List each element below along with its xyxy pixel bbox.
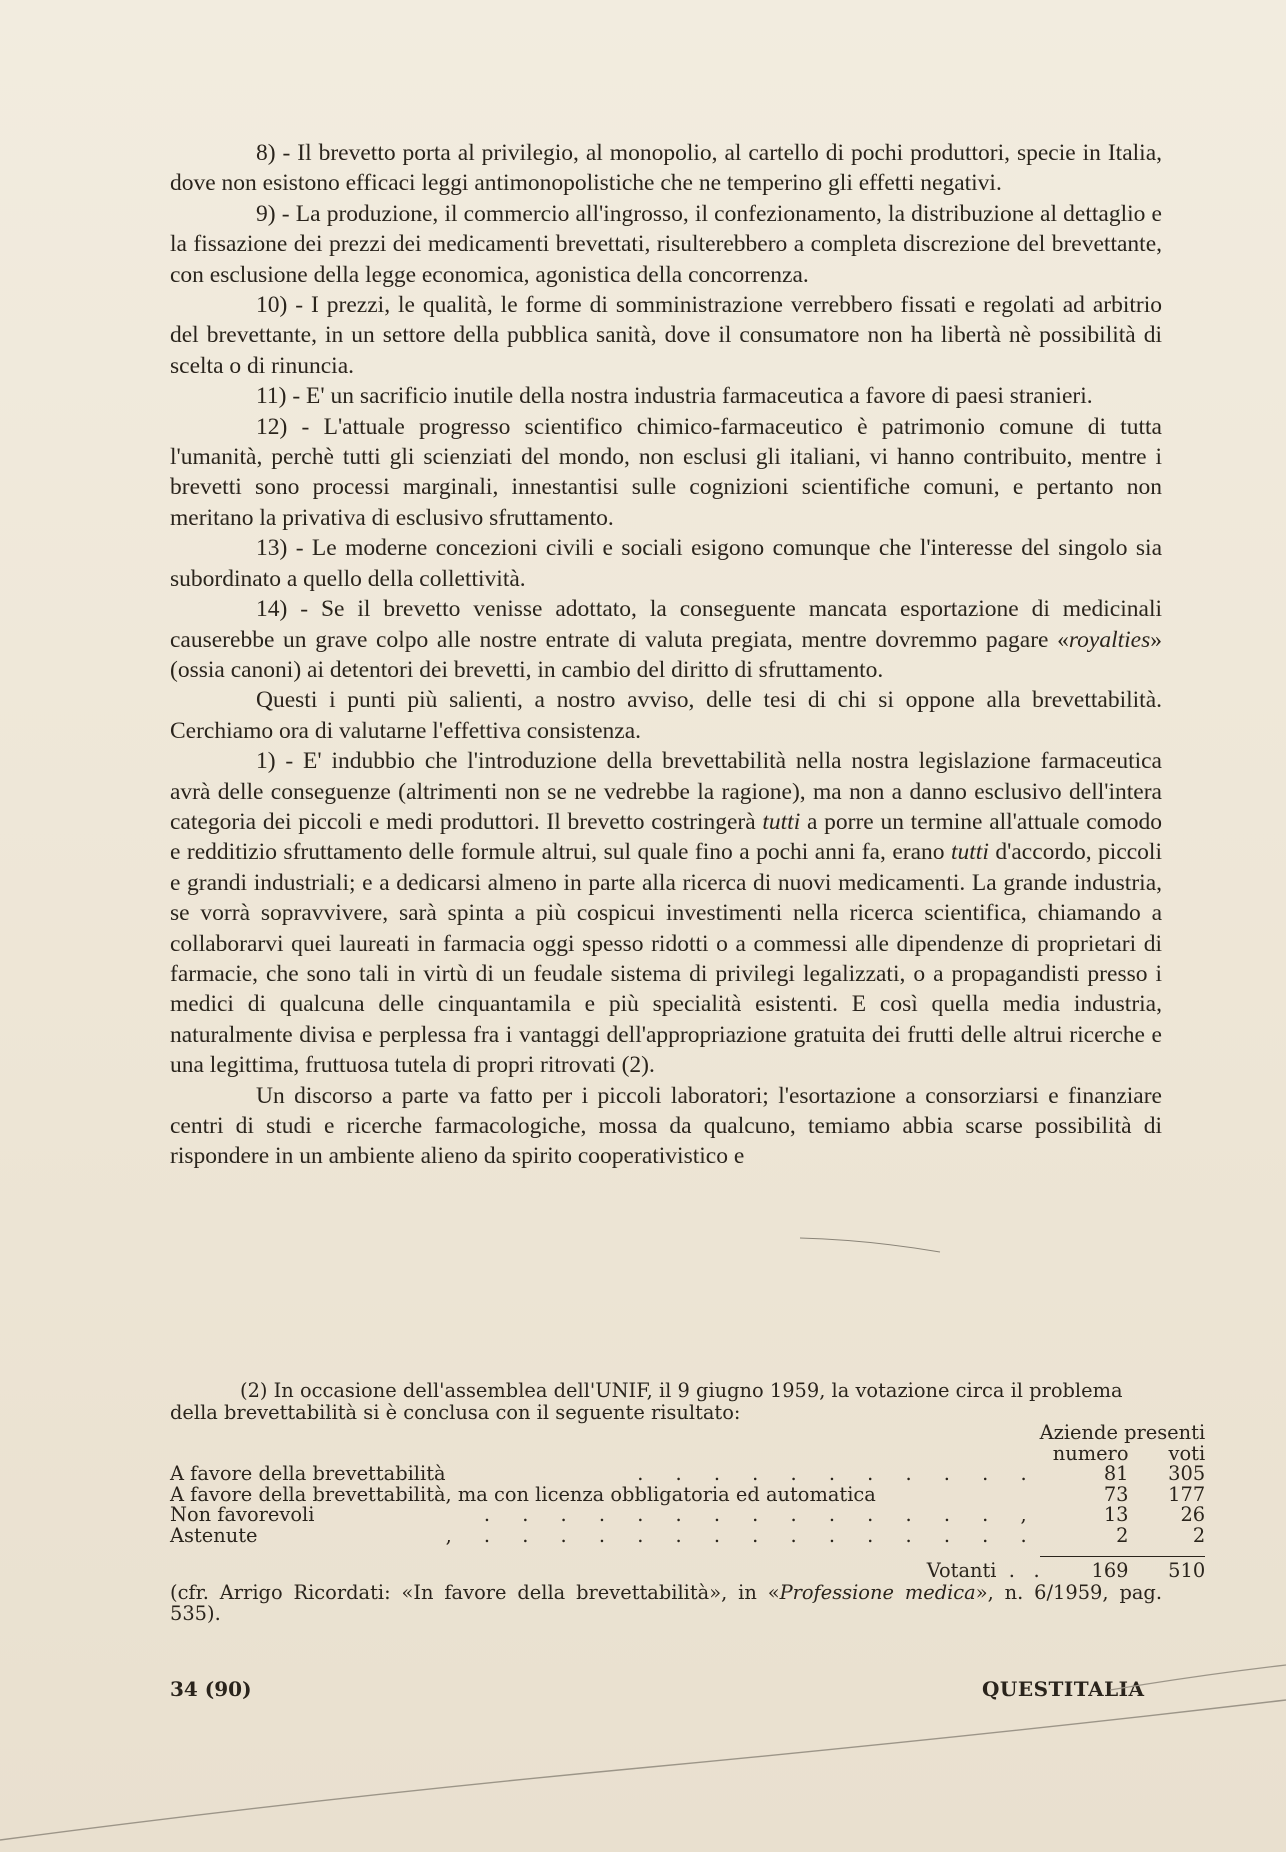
row-label: Astenute bbox=[170, 1523, 258, 1547]
emphasis-tutti-2: tutti bbox=[951, 839, 989, 866]
paragraph-14-text-b: » (ossia canoni) ai detentori dei brevetti, in cambio del diritto di sfruttamento. bbox=[170, 626, 1162, 683]
dot-leader: . . . . . . . . . . . . . . , bbox=[483, 1503, 1040, 1526]
row-voti: 26 bbox=[1180, 1503, 1206, 1526]
footnote-intro: (2) In occasione dell'assemblea dell'UNIF, il 9 giugno 1959, la votazione circa il problema della brevettabilità si è conclusa con il seguente risultato: bbox=[170, 1379, 1123, 1424]
row-label: A favore della brevettabilità bbox=[170, 1462, 446, 1485]
rebuttal-text-a: 1) - E' indubbio che l'introduzione della brevettabilità nella nostra legislazione farmaceutica avrà delle conseguenze (altrimenti non se ne vedrebbe la ragione), ma non a danno esclusivo dell'intera categoria dei piccoli e medi produttori. Il brevetto costringerà bbox=[170, 748, 1162, 835]
row-numero: 13 bbox=[1103, 1503, 1129, 1526]
paragraph-9: 9) - La produzione, il commercio all'ingrosso, il confezionamento, la distribuzione al dettaglio e la fissazione dei prezzi dei medicamenti brevettati, risulterebbero a completa discrezione del brevettante, con esclusione della legge economica, agonistica della concorrenza. bbox=[170, 200, 1162, 288]
table-row bbox=[170, 1505, 1205, 1526]
paragraph-small-labs: Un discorso a parte va fatto per i piccoli laboratori; l'esortazione a consorziarsi e finanziare centri di studi e ricerche farmacologiche, mossa da qualcuno, temiamo abbia scarse possibilità di rispondere in un ambiente alieno da spirito cooperativistico e bbox=[170, 1082, 1162, 1170]
rebuttal-text-b: a porre un termine all'attuale comodo e redditizio sfruttamento delle formule altrui, sul quale fino a pochi anni fa, erano bbox=[170, 808, 1162, 866]
dot-leader: , . . . . . . . . . . . . . . . bbox=[445, 1523, 1040, 1547]
row-label: Non favorevoli bbox=[170, 1503, 315, 1526]
citation-text-b: », n. 6/1959, pag. 535). bbox=[170, 1580, 1162, 1625]
total-voti: 510 bbox=[1168, 1559, 1206, 1582]
row-numero: 73 bbox=[1103, 1482, 1129, 1506]
header-aziende-presenti: Aziende presenti bbox=[1039, 1421, 1206, 1444]
paragraph-14-text-a: 14) - Se il brevetto venisse adottato, la conseguente mancata esportazione di medicinali causerebbe un grave colpo alle nostre entrate di valuta pregiata, mentre dovremmo pagare « bbox=[170, 596, 1162, 653]
scratch-mark bbox=[800, 1238, 940, 1252]
total-label-cell: Votanti . . bbox=[926, 1559, 1040, 1582]
dot-leader: . . . . . . . . . . . bbox=[637, 1462, 1040, 1485]
royalties-term: royalties bbox=[1068, 626, 1151, 653]
paragraph-11: 11) - E' un sacrificio inutile della nostra industria farmaceutica a favore di paesi stranieri. bbox=[256, 383, 1093, 410]
citation-journal: Professione medica bbox=[779, 1580, 976, 1604]
page-number: 34 (90) bbox=[170, 1677, 252, 1701]
total-label: Votanti bbox=[926, 1559, 997, 1582]
paragraph-8: 8) - Il brevetto porta al privilegio, al monopolio, al cartello di pochi produttori, specie in Italia, dove non esistono efficaci leggi antimonopolistiche che ne temperino gli effetti negativi. bbox=[170, 140, 1162, 197]
row-numero: 2 bbox=[1116, 1523, 1129, 1547]
paragraph-14 bbox=[170, 594, 1162, 685]
emphasis-tutti-1: tutti bbox=[762, 808, 801, 835]
footnote-citation bbox=[170, 1582, 1162, 1625]
paragraph-rebuttal-1 bbox=[170, 746, 1162, 1080]
tear-line-1 bbox=[0, 1700, 1286, 1840]
rebuttal-text-c: d'accordo, piccoli e grandi industriali; e a dedicarsi almeno in parte alla ricerca di nuovi medicamenti. La grande industria, se vorrà sopravvivere, sarà spinta a più cospicui investimenti nella ricerca scientifica, chiamando a collaborarvi quei laureati in farmacia oggi spesso ridotti o a commessi alle dipendenze di proprietari di farmacie, che sono tali in virtù di un feudale sistema di privilegi legalizzati, o a propagandisti presso i medici di qualcuna delle cinquantamila e più specialità esistenti. E così quella media industria, naturalmente divisa e perplessa fra i vantaggi dell'appropriazione gratuita dei frutti delle altrui ricerche e una legittima, fruttuosa tutela di propri ritrovati (2). bbox=[170, 839, 1162, 1079]
paragraph-13: 13) - Le moderne concezioni civili e sociali esigono comunque che l'interesse del singolo sia subordinato a quello della collettività. bbox=[170, 535, 1162, 592]
vote-results-table bbox=[170, 1423, 1205, 1582]
journal-name: QUESTITALIA bbox=[982, 1677, 1145, 1701]
header-numero: numero bbox=[1052, 1441, 1129, 1465]
total-row bbox=[170, 1561, 1205, 1582]
body-text bbox=[170, 138, 1162, 1172]
paragraph-summary: Questi i punti più salienti, a nostro avviso, delle tesi di chi si oppone alla brevettabilità. Cerchiamo ora di valutarne l'effettiva consistenza. bbox=[170, 687, 1162, 744]
footnote bbox=[170, 1379, 1206, 1625]
table-row bbox=[170, 1526, 1205, 1547]
row-voti: 2 bbox=[1192, 1523, 1206, 1547]
total-numero: 169 bbox=[1091, 1559, 1129, 1582]
row-voti: 305 bbox=[1168, 1462, 1206, 1485]
row-label: A favore della brevettabilità, ma con licenza obbligatoria ed automatica bbox=[170, 1482, 876, 1506]
table-row bbox=[170, 1485, 1205, 1506]
row-voti: 177 bbox=[1168, 1482, 1206, 1506]
row-numero: 81 bbox=[1103, 1462, 1129, 1485]
citation-text-a: (cfr. Arrigo Ricordati: «In favore della brevettabilità», in « bbox=[170, 1580, 780, 1604]
table-row bbox=[170, 1464, 1205, 1485]
header-voti: voti bbox=[1168, 1441, 1206, 1465]
paragraph-10: 10) - I prezzi, le qualità, le forme di somministrazione verrebbero fissati e regolati ad arbitrio del brevettante, in un settore della pubblica sanità, dove il consumatore non ha libertà nè possibilità di scelta o di rinuncia. bbox=[170, 292, 1162, 379]
paragraph-12: 12) - L'attuale progresso scientifico chimico-farmaceutico è patrimonio comune di tutta l'umanità, perchè tutti gli scienziati del mondo, non esclusi gli italiani, vi hanno contribuito, mentre i brevetti sono processi marginali, innestantisi sulle cognizioni scientifiche comuni, e pertanto non meritano la privativa di esclusivo sfruttamento. bbox=[170, 413, 1162, 531]
